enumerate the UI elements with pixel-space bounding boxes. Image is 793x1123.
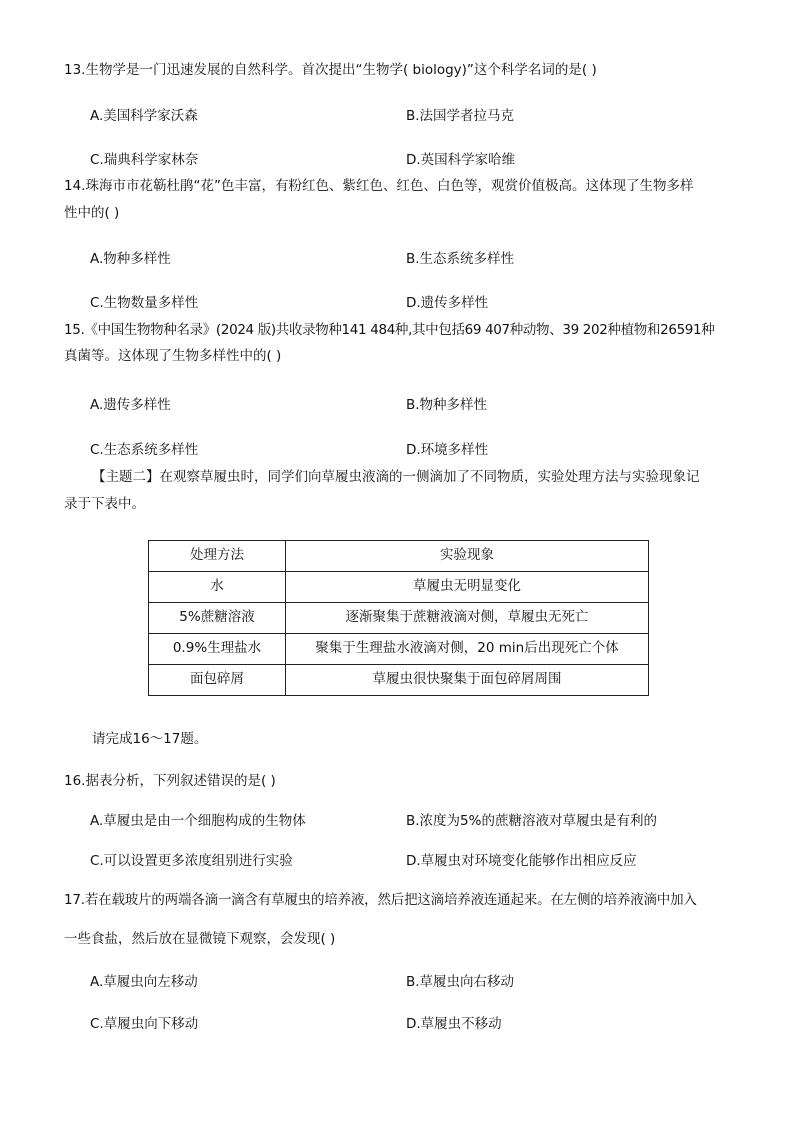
table-row bbox=[149, 665, 649, 696]
q13-option-b: B.法国学者拉马克 bbox=[406, 108, 515, 124]
instruction-text: 请完成16～17题。 bbox=[92, 731, 208, 747]
question-13-stem: 13.生物学是一门迅速发展的自然科学。首次提出“生物学( biology)”这个科学名词的是( ) bbox=[64, 62, 597, 78]
table-cell-method: 面包碎屑 bbox=[149, 665, 286, 696]
q16-option-c: C.可以设置更多浓度组别进行实验 bbox=[90, 853, 293, 869]
theme2-intro-line1: 【主题二】在观察草履虫时，同学们向草履虫液滴的一侧滴加了不同物质，实验处理方法与实验现象记 bbox=[92, 469, 700, 485]
q15-option-c: C.生态系统多样性 bbox=[90, 442, 199, 458]
q17-option-c: C.草履虫向下移动 bbox=[90, 1016, 199, 1032]
q16-option-d: D.草履虫对环境变化能够作出相应反应 bbox=[406, 853, 637, 869]
table-header-row bbox=[149, 541, 649, 572]
q16-option-b: B.浓度为5%的蔗糖溶液对草履虫是有利的 bbox=[406, 813, 657, 829]
question-14-stem-line2: 性中的( ) bbox=[64, 205, 120, 221]
q15-option-d: D.环境多样性 bbox=[406, 442, 489, 458]
question-17-stem-line2: 一些食盐，然后放在显微镜下观察，会发现( ) bbox=[64, 931, 336, 947]
q14-option-d: D.遗传多样性 bbox=[406, 295, 489, 311]
question-15-stem-line1: 15.《中国生物物种名录》(2024 版)共收录物种141 484种,其中包括69 407种动物、39 202种植物和26591种 bbox=[64, 322, 715, 338]
table-header-observation: 实验现象 bbox=[286, 541, 649, 572]
table-cell-observation: 草履虫很快聚集于面包碎屑周围 bbox=[286, 665, 649, 696]
q16-option-a: A.草履虫是由一个细胞构成的生物体 bbox=[90, 813, 306, 829]
q15-option-a: A.遗传多样性 bbox=[90, 397, 171, 413]
q15-option-b: B.物种多样性 bbox=[406, 397, 488, 413]
q13-option-d: D.英国科学家哈维 bbox=[406, 152, 516, 168]
table-cell-observation: 逐渐聚集于蔗糖液滴对侧，草履虫无死亡 bbox=[286, 603, 649, 634]
q17-option-d: D.草履虫不移动 bbox=[406, 1016, 502, 1032]
table-row bbox=[149, 603, 649, 634]
question-14-stem-line1: 14.珠海市市花簕杜鹃“花”色丰富，有粉红色、紫红色、红色、白色等，观赏价值极高。这体现了生物多样 bbox=[64, 178, 694, 194]
table-row bbox=[149, 634, 649, 665]
experiment-table bbox=[148, 540, 649, 696]
q14-option-b: B.生态系统多样性 bbox=[406, 251, 515, 267]
question-15-stem-line2: 真菌等。这体现了生物多样性中的( ) bbox=[64, 348, 282, 364]
q14-option-a: A.物种多样性 bbox=[90, 251, 171, 267]
question-16-stem: 16.据表分析，下列叙述错误的是( ) bbox=[64, 773, 276, 789]
table-cell-method: 水 bbox=[149, 572, 286, 603]
table-row bbox=[149, 572, 649, 603]
q17-option-a: A.草履虫向左移动 bbox=[90, 974, 198, 990]
theme2-intro-line2: 录于下表中。 bbox=[64, 496, 145, 512]
q17-option-b: B.草履虫向右移动 bbox=[406, 974, 515, 990]
table-cell-observation: 聚集于生理盐水液滴对侧，20 min后出现死亡个体 bbox=[286, 634, 649, 665]
table-header-method: 处理方法 bbox=[149, 541, 286, 572]
table-cell-method: 5%蔗糖溶液 bbox=[149, 603, 286, 634]
q13-option-a: A.美国科学家沃森 bbox=[90, 108, 198, 124]
question-17-stem-line1: 17.若在载玻片的两端各滴一滴含有草履虫的培养液，然后把这滴培养液连通起来。在左侧的培养液滴中加入 bbox=[64, 892, 697, 908]
q13-option-c: C.瑞典科学家林奈 bbox=[90, 152, 199, 168]
q14-option-c: C.生物数量多样性 bbox=[90, 295, 199, 311]
table-cell-observation: 草履虫无明显变化 bbox=[286, 572, 649, 603]
table-cell-method: 0.9%生理盐水 bbox=[149, 634, 286, 665]
